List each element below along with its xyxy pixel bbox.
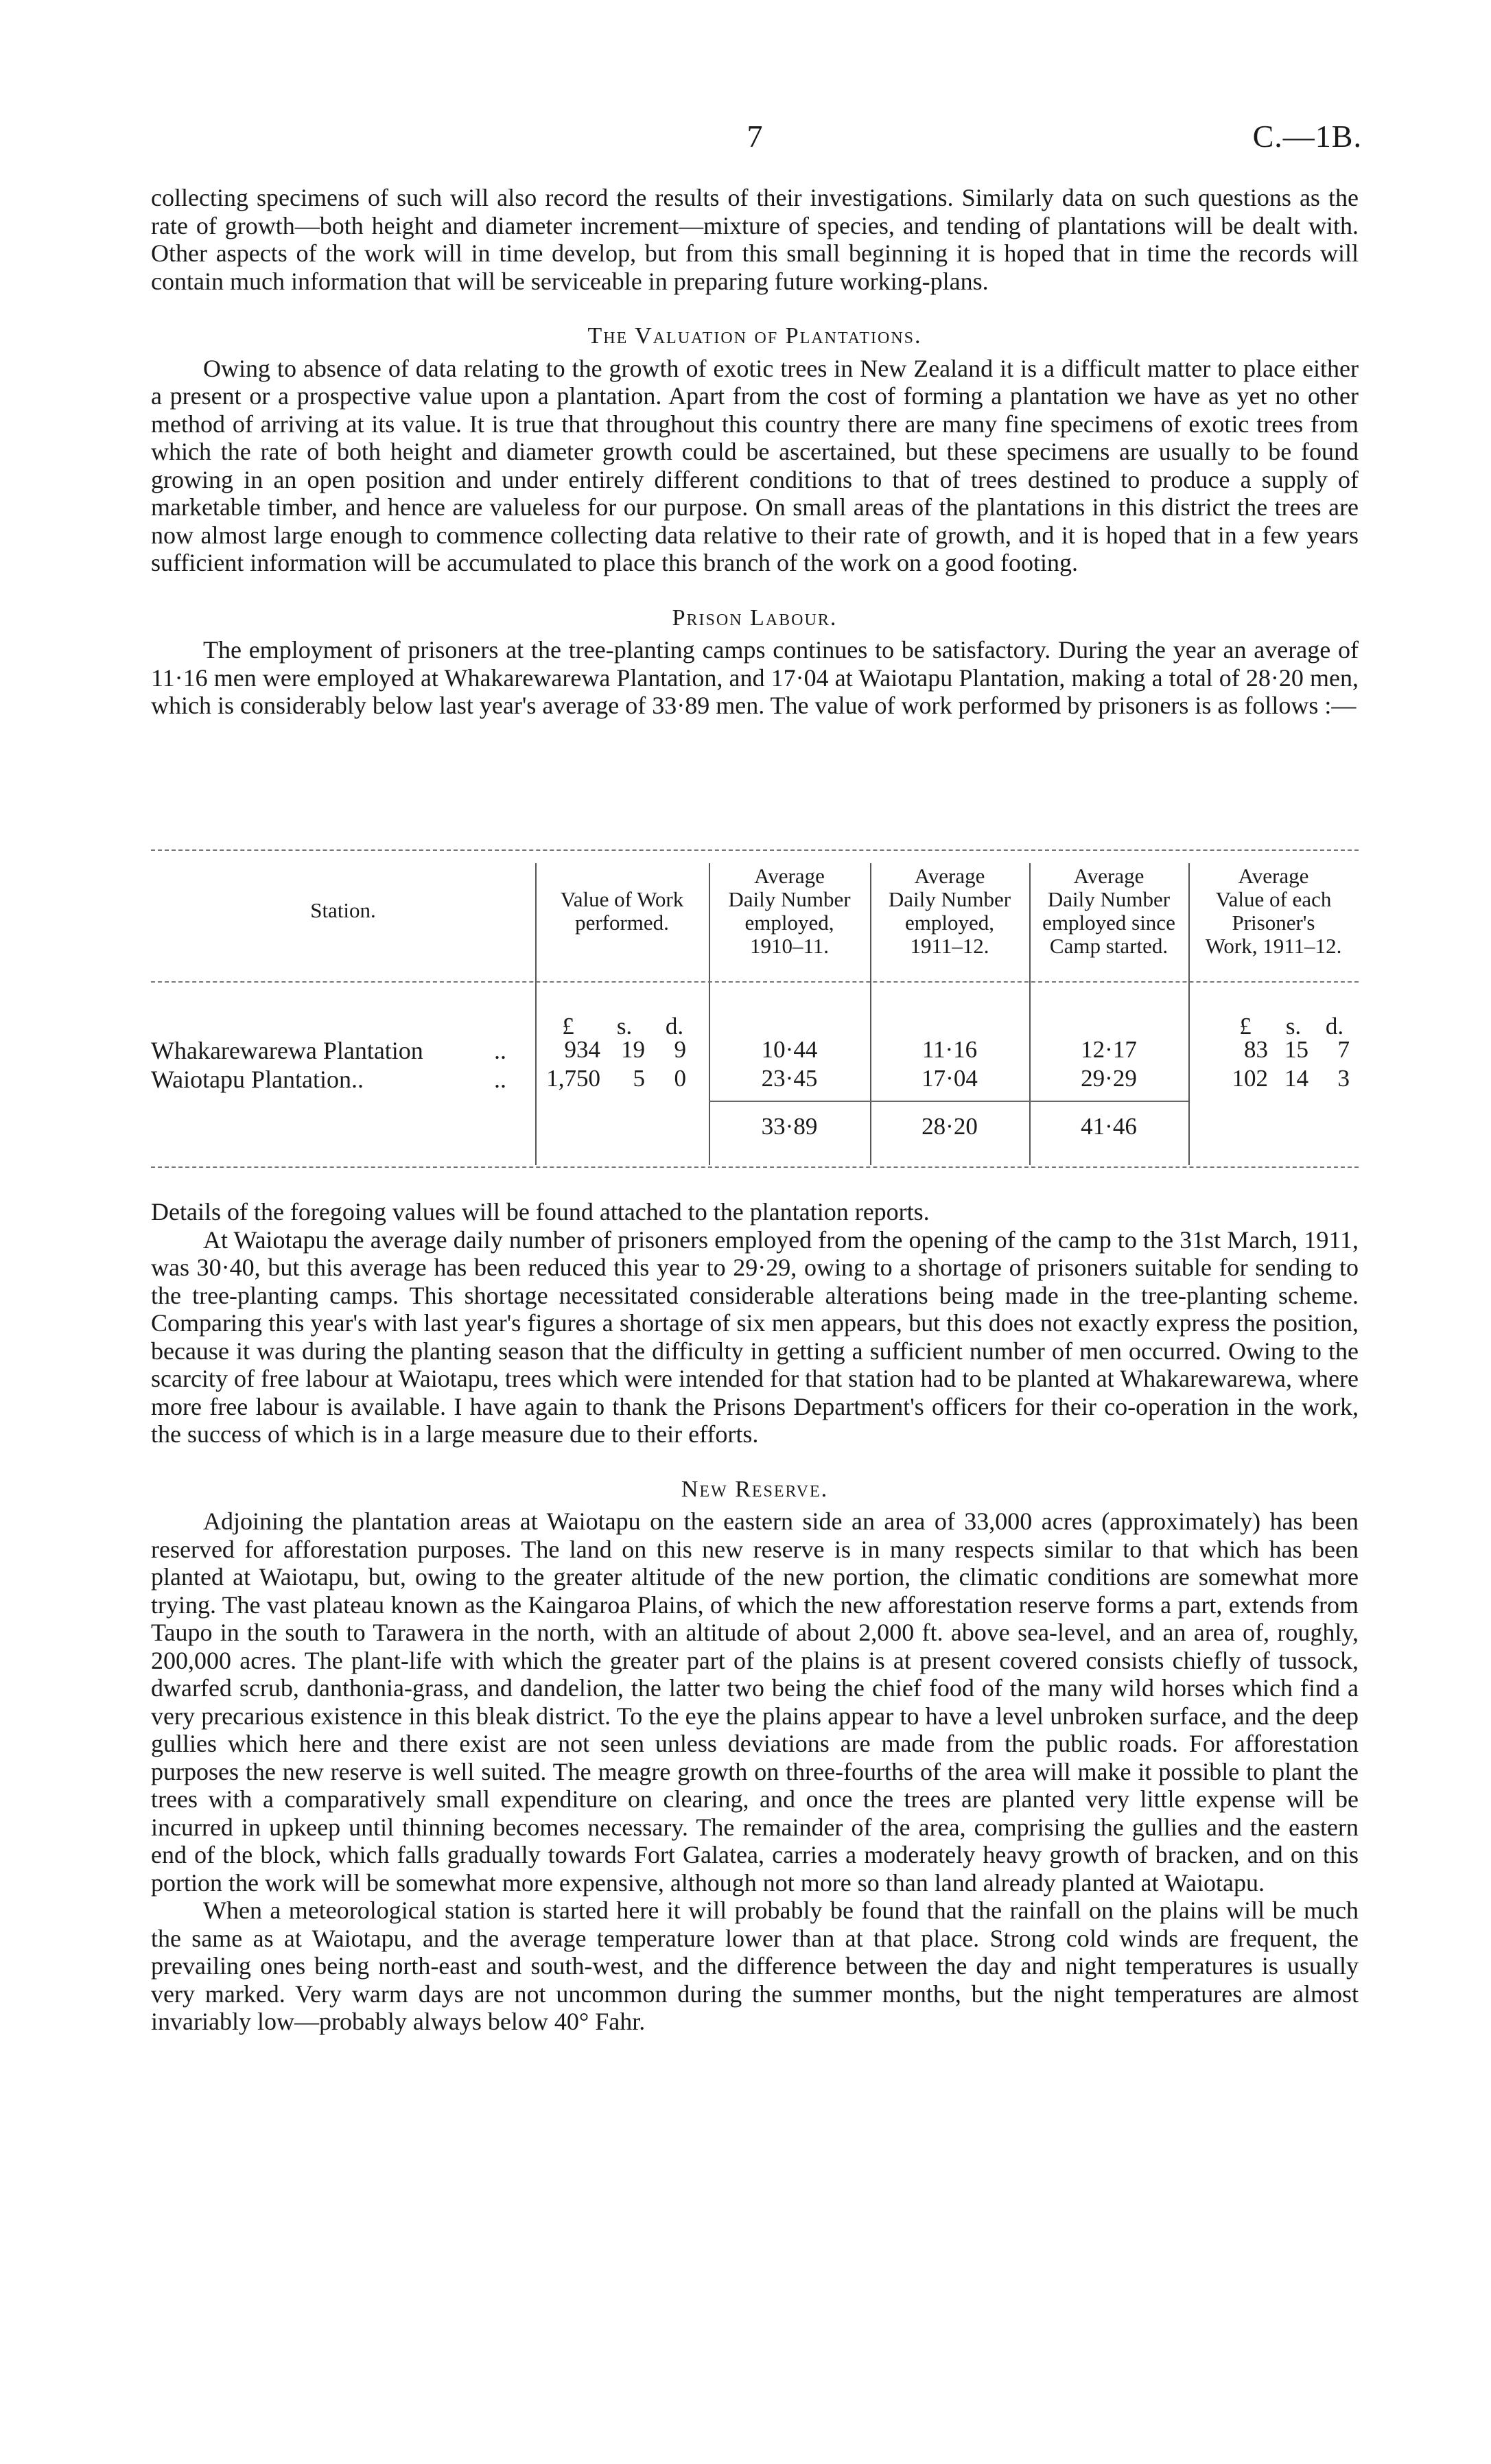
header-line: Average — [754, 864, 825, 888]
new-reserve-heading: New Reserve. — [681, 1476, 829, 1502]
row-whakarewarewa-dots: .. — [494, 1037, 506, 1064]
header-line: Daily Number — [728, 887, 851, 911]
header-line: Camp started. — [1049, 934, 1169, 958]
header-line: 1910–11. — [749, 934, 830, 958]
value-pound-symbol: £ — [562, 1013, 574, 1040]
header-value — [535, 888, 709, 935]
row-waiotapu-avg-1911: 17·04 — [921, 1065, 978, 1092]
value-pence-symbol: d. — [665, 1013, 684, 1040]
header-line: employed, — [744, 911, 834, 935]
row-waiotapu-value-pounds: 1,750 — [546, 1065, 600, 1092]
header-avg-value — [1188, 865, 1359, 958]
table-top-rule — [151, 849, 1359, 851]
header-line: 1911–12. — [910, 934, 989, 958]
intro-paragraph: collecting specimens of such will also record the results of their investigations. Similarly data on such questions as the rate of growth—both height and diameter increment—mixture of species, and tending of plantations will be dealt with. Other aspects of the work will in time develop, but from this small beginning it is hoped that in time the records will contain much information that will be serviceable in preparing future working-plans. — [151, 184, 1359, 295]
row-waiotapu-avg-since: 29·29 — [1081, 1065, 1137, 1092]
row-waiotapu-avg-1910: 23·45 — [761, 1065, 818, 1092]
header-station-label: Station. — [310, 898, 376, 922]
row-waiotapu-dots: .. — [494, 1066, 506, 1093]
new-reserve-paragraph-2: When a meteorological station is started here it will probably be found that the rainfall on the plains will be much the same as at Waiotapu, and the average temperature lower than at that place. Strong cold winds are frequent, the prevailing ones being north-east and south-west, and the difference between the day and night temperatures is usually very marked. Very warm days are not uncommon during the summer months, but the night temperatures are almost invariably low—probably always below 40° Fahr. — [151, 1897, 1359, 2035]
header-line: Daily Number — [1047, 887, 1171, 911]
row-whakarewarewa-each-shillings: 15 — [1284, 1036, 1308, 1063]
row-whakarewarewa-each-pounds: 83 — [1244, 1036, 1268, 1063]
header-value-line: Value of Work — [560, 887, 684, 911]
row-whakarewarewa-value-pence: 9 — [674, 1036, 686, 1063]
totals-rule — [709, 1101, 1188, 1102]
row-waiotapu-value-shillings: 5 — [633, 1065, 645, 1092]
row-whakarewarewa-station: Whakarewarewa Plantation — [151, 1037, 423, 1064]
valuation-heading: The Valuation of Plantations. — [587, 323, 922, 349]
bottom-text-block — [151, 1198, 1359, 2036]
total-avg-1910: 33·89 — [761, 1113, 818, 1140]
header-line: employed since — [1042, 911, 1175, 935]
page-number: 7 — [747, 119, 763, 154]
total-avg-1911: 28·20 — [921, 1113, 978, 1140]
prison-labour-table — [151, 849, 1359, 1179]
header-avg-since — [1029, 865, 1188, 958]
header-line: Daily Number — [888, 887, 1011, 911]
row-waiotapu-each-pounds: 102 — [1232, 1065, 1268, 1092]
new-reserve-paragraph-1: Adjoining the plantation areas at Waiotapu on the eastern side an area of 33,000 acres (approximately) has been reserved for afforestation purposes. The land on this new reserve is in many respects similar to that which has been planted at Waiotapu, but, owing to the greater altitude of the new portion, the climatic conditions are somewhat more trying. The vast plateau known as the Kaingaroa Plains, of which the new afforestation reserve forms a part, extends from Taupo in the south to Tarawera in the north, with an altitude of about 2,000 ft. above sea-level, and an area of, roughly, 200,000 acres. The plant-life with which the greater part of the plains is at present covered consists chiefly of tussock, dwarfed scrub, danthonia-grass, and dandelion, the latter two being the chief food of the many wild horses which find a very precarious existence in this bleak district. To the eye the plains appear to have a level unbroken surface, and the deep gullies which here and there exist are not seen unless deviations are made from the public roads. For afforestation purposes the new reserve is well suited. The meagre growth on three-fourths of the area will make it possible to plant the trees with a comparatively small expenditure on clearing, and once the trees are planted very little expense will be incurred in upkeep until thinning becomes necessary. The remainder of the area, comprising the gullies and the eastern end of the block, which falls gradually towards Fort Galatea, carries a moderately heavy growth of bracken, and on this portion the work will be somewhat more expensive, although not more so than land already planted at Waiotapu. — [151, 1507, 1359, 1897]
header-line: Average — [914, 864, 985, 888]
row-waiotapu-each-pence: 3 — [1337, 1065, 1350, 1092]
value-shilling-symbol: s. — [616, 1013, 633, 1040]
table-bottom-rule — [151, 1166, 1359, 1168]
header-avg-1911 — [870, 865, 1029, 958]
valuation-paragraph: Owing to absence of data relating to the growth of exotic trees in New Zealand it is a difficult matter to place either a present or a prospective value upon a plantation. Apart from the cost of forming a plantation we have as yet no other method of arriving at its value. It is true that throughout this country there are many fine specimens of exotic trees from which the rate of both height and diameter growth could be ascertained, but these specimens are usually to be found growing in an open position and under entirely different conditions to that of trees destined to produce a supply of marketable timber, and hence are valueless for our purpose. On small areas of the plantations in this district the trees are now almost large enough to commence collecting data relative to their rate of growth, and it is hoped that in a few years sufficient information will be accumulated to place this branch of the work on a good footing. — [151, 354, 1359, 576]
row-whakarewarewa-avg-since: 12·17 — [1081, 1036, 1137, 1063]
table-header-rule — [151, 981, 1359, 983]
row-whakarewarewa-each-pence: 7 — [1337, 1036, 1350, 1063]
row-whakarewarewa-value-shillings: 19 — [621, 1036, 645, 1063]
prison-labour-heading: Prison Labour. — [672, 605, 838, 631]
document-reference: C.—1B. — [1252, 119, 1362, 154]
header-line: employed, — [905, 911, 994, 935]
row-waiotapu-station: Waiotapu Plantation.. — [151, 1066, 364, 1093]
header-value-line: performed. — [575, 911, 669, 935]
header-station — [151, 899, 535, 922]
header-line: Value of each — [1215, 887, 1332, 911]
waiotapu-paragraph: At Waiotapu the average daily number of prisoners employed from the opening of the camp to the 31st March, 1911, was 30·40, but this average has been reduced this year to 29·29, owing to a shortage of prisoners suitable for sending to the tree-planting camps. This shortage necessitated considerable alterations being made in the tree-planting scheme. Comparing this year's with last year's figures a shortage of six men appears, but this does not exactly express the position, because it was during the planting season that the difficulty in getting a sufficient number of men occurred. Owing to the scarcity of free labour at Waiotapu, trees which were intended for that station had to be planted at Whakarewarewa, where more free labour is available. I have again to thank the Prisons Department's officers for their co-operation in the work, the success of which is in a large measure due to their efforts. — [151, 1225, 1359, 1448]
each-shilling-symbol: s. — [1285, 1013, 1302, 1040]
header-avg-1910 — [709, 865, 870, 958]
header-line: Average — [1073, 864, 1144, 888]
row-whakarewarewa-avg-1910: 10·44 — [761, 1036, 818, 1063]
each-pence-symbol: d. — [1325, 1013, 1344, 1040]
total-avg-since: 41·46 — [1081, 1113, 1137, 1140]
header-line: Work, 1911–12. — [1205, 934, 1342, 958]
details-paragraph: Details of the foregoing values will be found attached to the plantation reports. — [151, 1198, 930, 1225]
header-line: Prisoner's — [1232, 911, 1315, 935]
row-whakarewarewa-avg-1911: 11·16 — [921, 1036, 978, 1063]
header-line: Average — [1238, 864, 1309, 888]
prison-labour-paragraph: The employment of prisoners at the tree-planting camps continues to be satisfactory. During the year an average of 11·16 men were employed at Whakarewarewa Plantation, and 17·04 at Waiotapu Plantation, making a total of 28·20 men, which is considerably below last year's average of 33·89 men. The value of work performed by prisoners is as follows :— — [151, 636, 1359, 719]
top-text-block — [151, 184, 1359, 720]
each-pound-symbol: £ — [1239, 1013, 1252, 1040]
row-waiotapu-each-shillings: 14 — [1284, 1065, 1308, 1092]
row-whakarewarewa-value-pounds: 934 — [564, 1036, 600, 1063]
row-waiotapu-value-pence: 0 — [674, 1065, 686, 1092]
